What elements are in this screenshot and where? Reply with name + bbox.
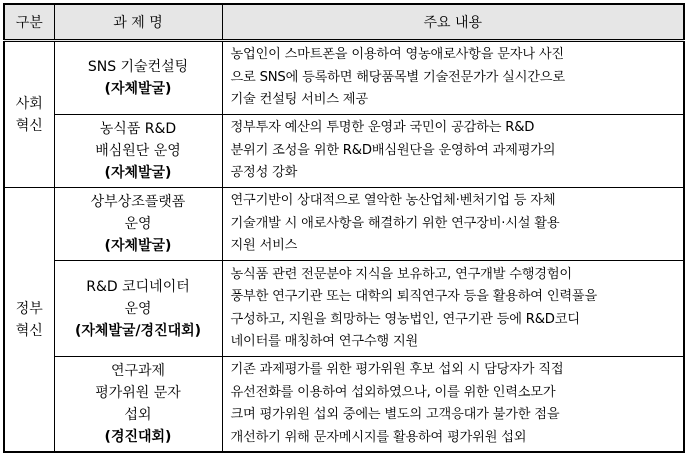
content-cell <box>222 41 684 115</box>
task-line: SNS 기술컨설팅 <box>87 59 189 75</box>
content-line: 정부투자 예산의 투명한 운영과 국민이 공감하는 R&D <box>230 120 535 136</box>
task-line: R&D 코디네이터 <box>86 278 190 295</box>
task-line: 운영 <box>124 300 152 317</box>
task-line: 농식품 R&D <box>99 121 177 137</box>
content-cell <box>222 115 684 188</box>
task-name-cell <box>54 188 222 261</box>
content-line: 농식품 관련 전문분야 지식을 보유하고, 연구개발 수행경험이 <box>230 266 572 282</box>
task-line: 평가위원 문자 <box>95 385 181 401</box>
task-name-cell <box>54 41 222 115</box>
content-cell <box>222 261 684 357</box>
content-line: 지원 서비스 <box>230 238 298 254</box>
content-line: 농업인이 스마트폰을 이용하여 영농애로사항을 문자나 사진 <box>230 47 564 63</box>
table-row <box>4 41 684 115</box>
content-line: 크며 평가위원 섭외 중에는 별도의 고객응대가 불가한 점을 <box>230 407 560 422</box>
content-line: 분위기 조성을 위한 R&D배심원단을 운영하여 과제평가의 <box>230 142 556 158</box>
task-source: (자체발굴) <box>104 165 172 181</box>
table-row <box>4 357 684 453</box>
content-line: 공정성 강화 <box>230 165 298 181</box>
task-source: (자체발굴/경진대회) <box>74 322 202 339</box>
header-content: 주요 내용 <box>222 4 684 41</box>
content-cell <box>222 357 684 453</box>
content-line: 연구기반이 상대적으로 열악한 농산업체·벤처기업 등 자체 <box>230 193 556 209</box>
task-line: 배심원단 운영 <box>95 143 181 159</box>
task-name-cell <box>54 261 222 357</box>
content-line: 풍부한 연구기관 또는 대학의 퇴직연구자 등을 활용하여 인력풀을 <box>230 289 597 304</box>
innovation-task-table <box>3 3 685 453</box>
content-line: 기술개발 시 애로사항을 해결하기 위한 연구장비·시설 활용 <box>230 215 560 231</box>
content-line: 기존 과제평가를 위한 평가위원 후보 섭외 시 담당자가 직접 <box>230 362 564 377</box>
content-line: 구성하고, 지원을 희망하는 영농법인, 연구기관 등에 R&D코디 <box>230 311 580 327</box>
task-name-cell <box>54 357 222 453</box>
task-line: 섭외 <box>124 407 152 423</box>
task-source: (자체발굴) <box>104 238 172 254</box>
header-task: 과 제 명 <box>54 4 222 41</box>
header-category: 구분 <box>4 4 54 41</box>
table-row <box>4 261 684 357</box>
content-line: 네이터를 매칭하여 연구수행 지원 <box>230 334 419 349</box>
category-line: 정부 <box>15 300 43 317</box>
task-name-cell <box>54 115 222 188</box>
category-line: 사회 <box>15 95 43 112</box>
category-government-innovation <box>4 188 54 453</box>
header-row <box>4 4 684 41</box>
content-line: 개선하기 위해 문자메시지를 활용하여 평가위원 섭외 <box>230 429 527 445</box>
task-source: (경진대회) <box>104 429 172 445</box>
task-line: 연구과제 <box>110 363 166 379</box>
content-line: 기술 컨설팅 서비스 제공 <box>230 92 368 108</box>
table-row <box>4 188 684 261</box>
category-line: 혁신 <box>15 322 43 339</box>
content-line: 으로 SNS에 등록하면 해당품목별 기술전문가가 실시간으로 <box>230 69 565 85</box>
content-cell <box>222 188 684 261</box>
task-line: 상부상조플랫폼 <box>90 194 186 210</box>
category-line: 혁신 <box>15 117 43 134</box>
content-line: 유선전화를 이용하여 섭외하였으나, 이를 위한 인력소모가 <box>230 384 556 400</box>
task-line: 운영 <box>124 216 152 232</box>
table-row <box>4 115 684 188</box>
task-source: (자체발굴) <box>104 81 172 97</box>
category-social-innovation <box>4 41 54 188</box>
